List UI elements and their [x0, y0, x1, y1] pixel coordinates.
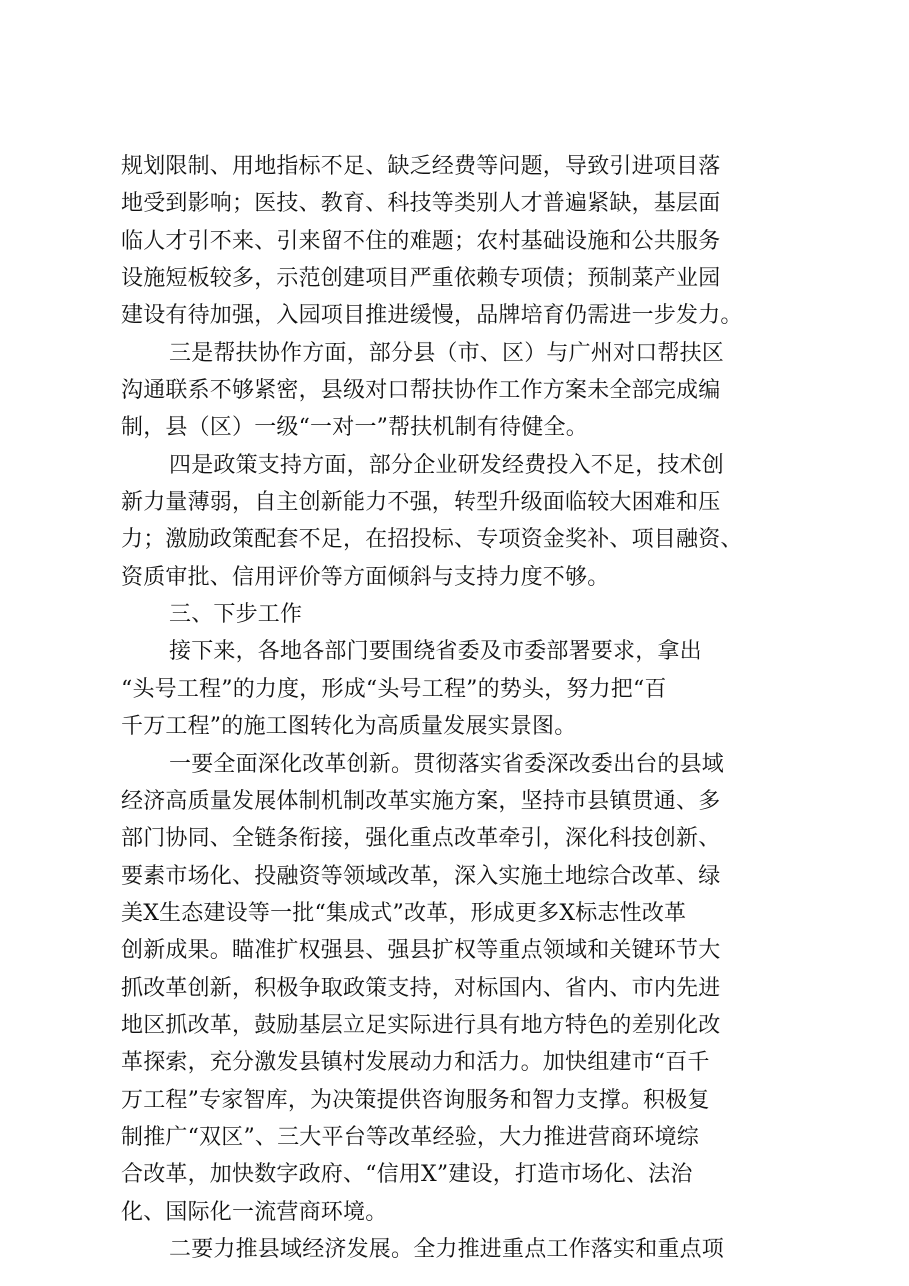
text-line: 抓改革创新，积极争取政策支持，对标国内、省内、市内先进	[121, 975, 721, 1001]
text-line: 建设有待加强，入园项目推进缓慢，品牌培育仍需进一步发力。	[121, 303, 743, 329]
text-line: 万工程”专家智库，为决策提供咨询服务和智力支撑。积极复	[121, 1087, 710, 1113]
text-line: 设施短板较多，示范创建项目严重依赖专项债；预制菜产业园	[121, 266, 721, 292]
text-line: 地区抓改革，鼓励基层立足实际进行具有地方特色的差别化改	[121, 1012, 721, 1038]
text-line: 三是帮扶协作方面，部分县（市、区）与广州对口帮扶区	[169, 340, 725, 366]
text-line: 四是政策支持方面，部分企业研发经费投入不足，技术创	[169, 452, 725, 478]
text-line: 经济高质量发展体制机制改革实施方案，坚持市县镇贯通、多	[121, 788, 721, 814]
text-line: “头号工程”的力度，形成“头号工程”的势头，努力把“百	[121, 676, 667, 702]
text-line: 要素市场化、投融资等领域改革，深入实施土地综合改革、绿	[121, 863, 721, 889]
text-line: 千万工程”的施工图转化为高质量发展实景图。	[121, 714, 577, 740]
text-line: 资质审批、信用评价等方面倾斜与支持力度不够。	[121, 564, 610, 590]
text-line: 新力量薄弱，自主创新能力不强，转型升级面临较大困难和压	[121, 490, 721, 516]
text-line: 合改革，加快数字政府、“信用X”建设，打造市场化、法治	[121, 1162, 693, 1188]
text-line: 地受到影响；医技、教育、科技等类别人才普遍紧缺，基层面	[121, 191, 721, 217]
text-line: 沟通联系不够紧密，县级对口帮扶协作工作方案未全部完成编	[121, 378, 721, 404]
text-line: 一要全面深化改革创新。贯彻落实省委深改委出台的县域	[169, 751, 725, 777]
text-line: 制推广“双区”、三大平台等改革经验，大力推进营商环境综	[121, 1124, 699, 1150]
text-line: 部门协同、全链条衔接，强化重点改革牵引，深化科技创新、	[121, 826, 721, 852]
text-line: 革探索，充分激发县镇村发展动力和活力。加快组建市“百千	[121, 1050, 710, 1076]
text-line: 美X生态建设等一批“集成式”改革，形成更多X标志性改革	[121, 900, 687, 926]
text-line: 临人才引不来、引来留不住的难题；农村基础设施和公共服务	[121, 228, 721, 254]
text-line: 三、下步工作	[169, 602, 303, 628]
text-line: 化、国际化一流营商环境。	[121, 1199, 388, 1225]
text-line: 制，县（区）一级“一对一”帮扶机制有待健全。	[121, 415, 588, 441]
text-line: 规划限制、用地指标不足、缺乏经费等问题，导致引进项目落	[121, 154, 721, 179]
text-line: 接下来，各地各部门要围绕省委及市委部署要求，拿出	[169, 639, 702, 665]
text-line: 二要力推县域经济发展。全力推进重点工作落实和重点项	[169, 1236, 725, 1262]
text-line: 创新成果。瞄准扩权强县、强县扩权等重点领域和关键环节大	[121, 938, 721, 964]
document-body	[121, 148, 811, 1268]
text-line: 力；激励政策配套不足，在招投标、专项资金奖补、项目融资、	[121, 527, 743, 553]
